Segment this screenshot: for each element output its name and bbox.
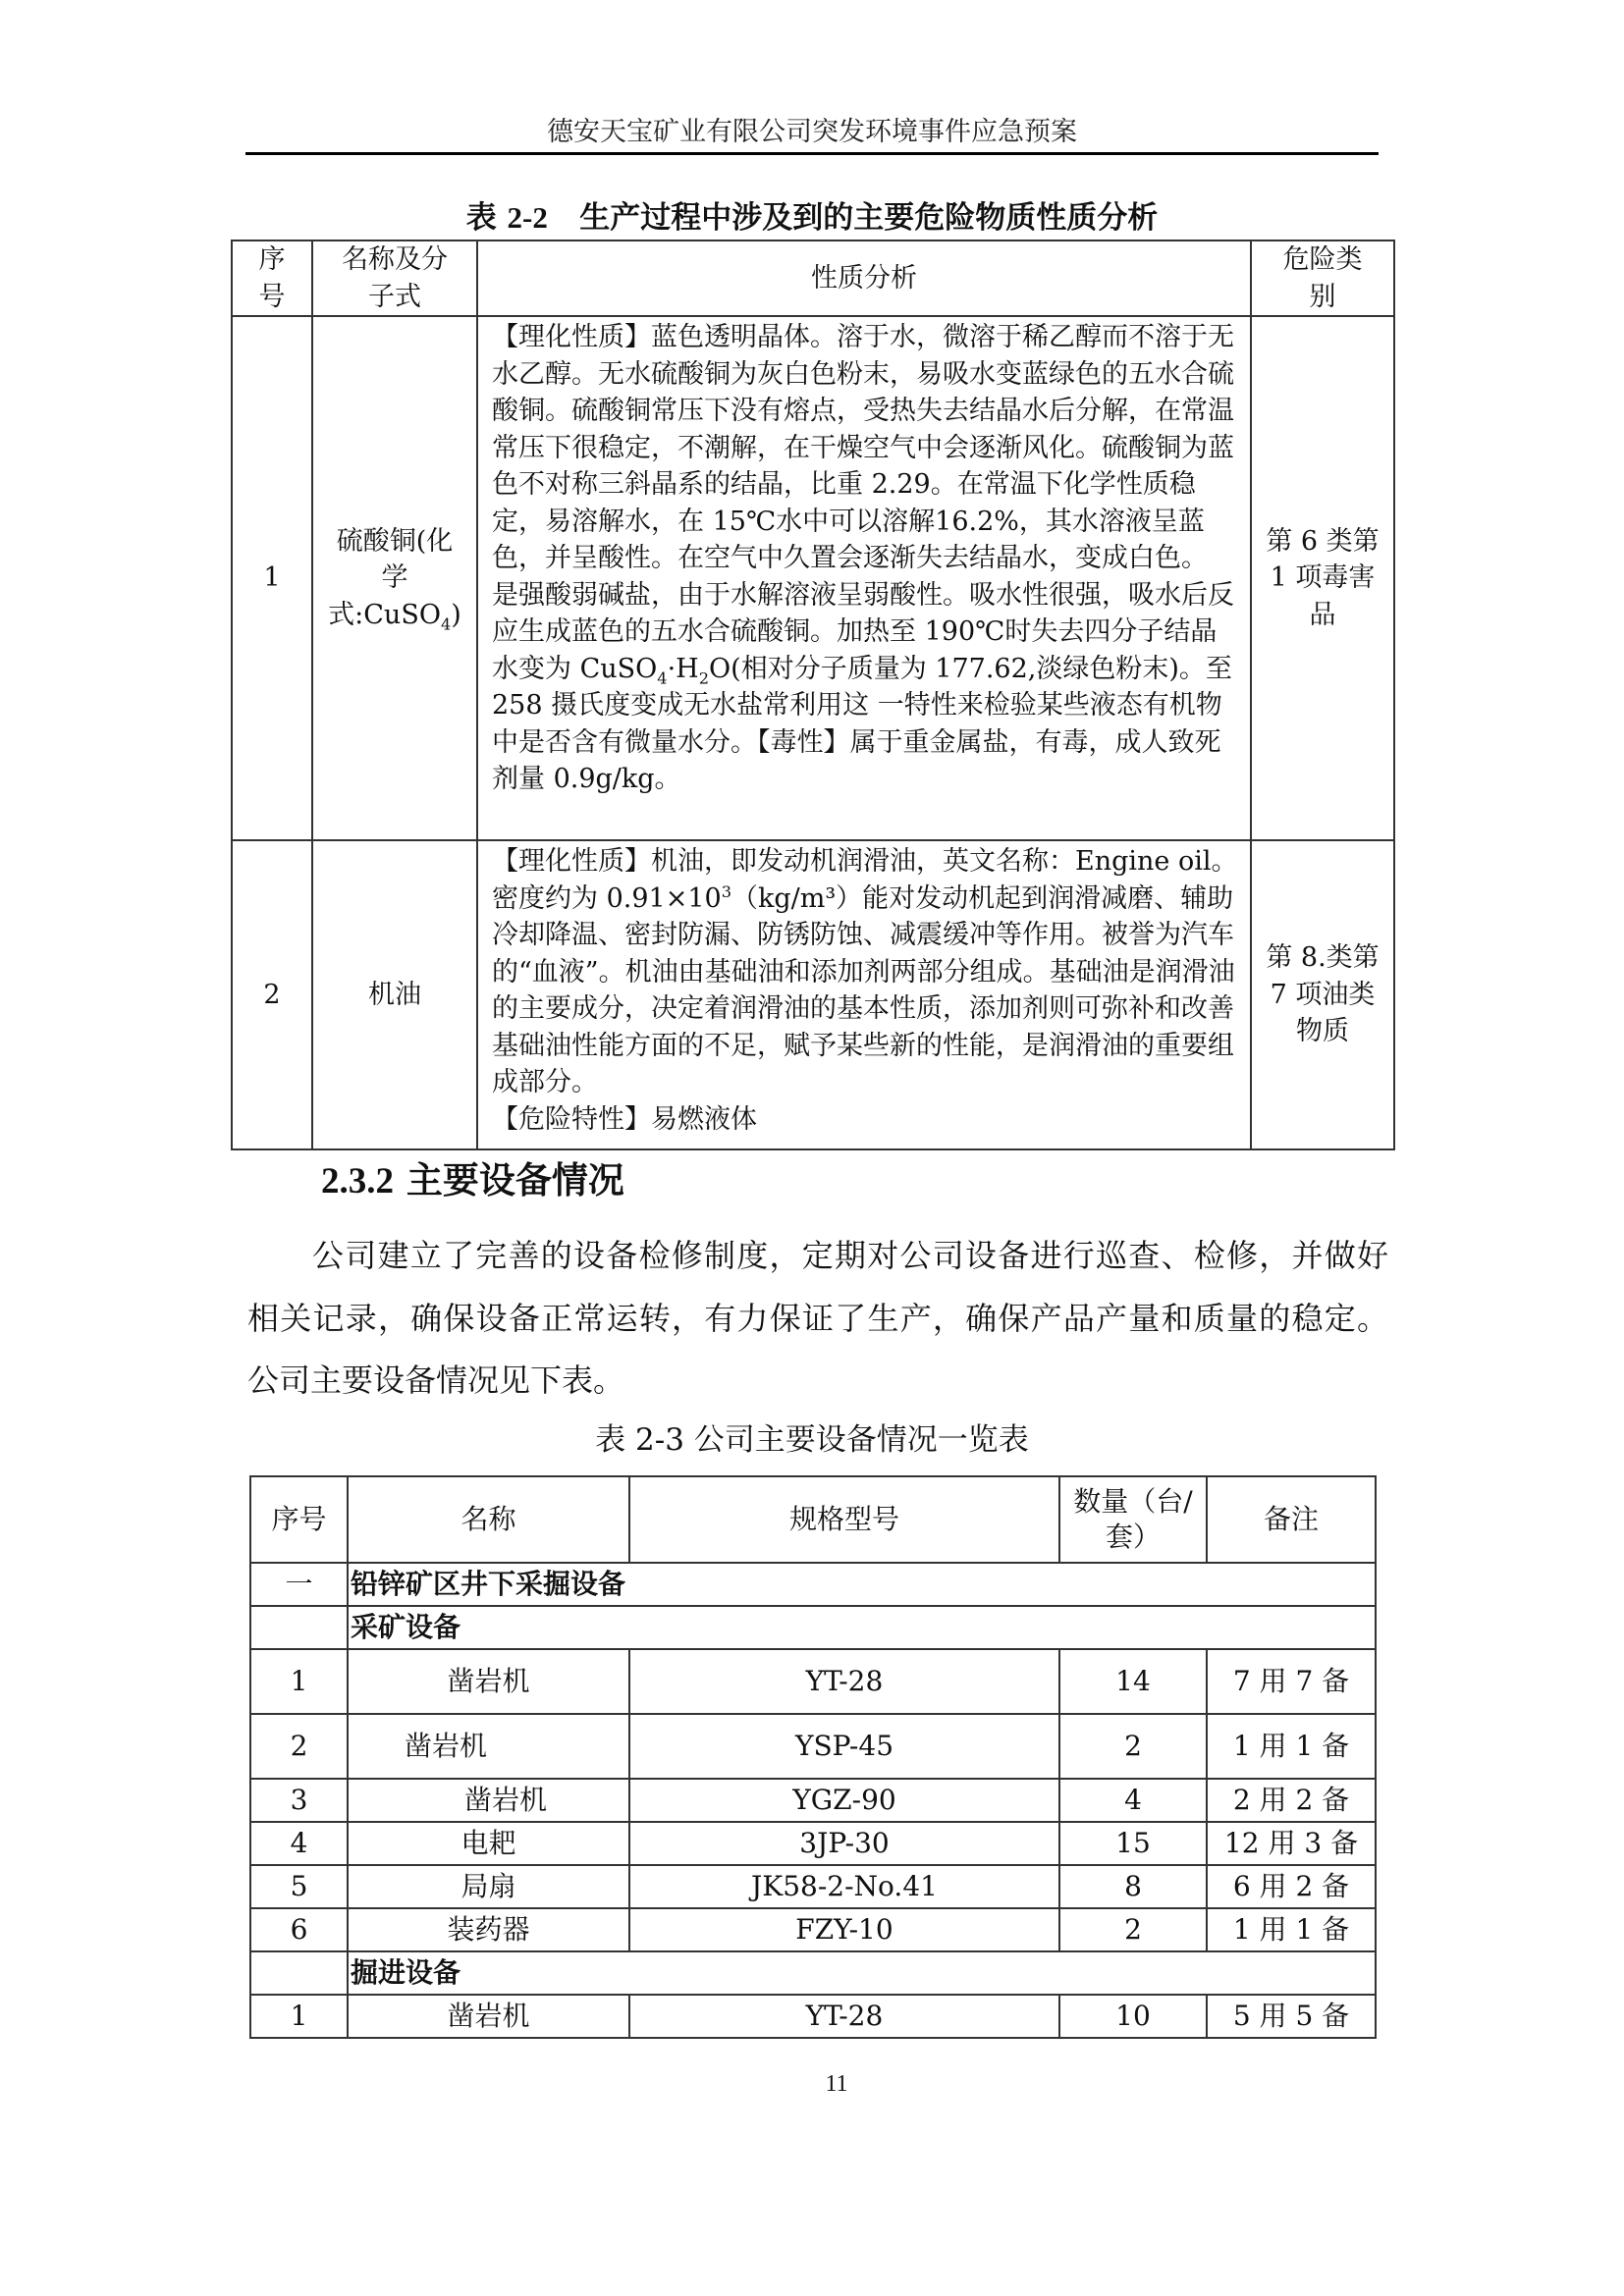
- header-note: 备注: [1207, 1476, 1376, 1563]
- row-name: 凿岩机: [348, 1714, 629, 1779]
- row-index: 2: [250, 1714, 348, 1779]
- row-name: [312, 316, 477, 840]
- row-category-line2: 7 项油类: [1270, 979, 1376, 1010]
- header-category-line1: 危险类: [1282, 244, 1363, 275]
- paragraph-line: 公司建立了完善的设备检修制度，定期对公司设备进行巡查、检修，并做好: [312, 1237, 1388, 1274]
- row-note: 12 用 3 备: [1207, 1822, 1376, 1865]
- table-header-row: [232, 240, 1394, 316]
- header-rule: [245, 152, 1379, 155]
- analysis-text: 【理化性质】机油，即发动机润滑油，英文名称：Engine oil。密度约为 0.91×10: [492, 846, 1238, 914]
- row-name: 凿岩机: [348, 1779, 629, 1822]
- row-name: 电耙: [348, 1822, 629, 1865]
- analysis-text: 是强酸弱碱盐，由于水解溶液呈弱酸性。吸水性很强，吸水后反应生成蓝色的五水合硫酸铜。加热至 190℃时失去四分子结晶水变为 CuSO: [492, 579, 1234, 684]
- row-category-line2: 1 项毒害: [1270, 562, 1376, 594]
- row-category-line1: 第 6 类第: [1266, 525, 1380, 557]
- row-note: 1 用 1 备: [1207, 1908, 1376, 1951]
- analysis-subscript: 4: [657, 667, 668, 687]
- row-index: 1: [232, 316, 312, 840]
- header-category-line2: 别: [1309, 281, 1336, 312]
- formula-close: ): [451, 599, 461, 630]
- row-name-line2: 学: [381, 562, 408, 594]
- header-quantity-line1: 数量（台/: [1073, 1485, 1193, 1518]
- row-category-line3: 品: [1309, 599, 1336, 630]
- section-title: 主要设备情况: [406, 1158, 624, 1201]
- row-analysis: [477, 840, 1251, 1149]
- subgroup-row: [250, 1606, 1376, 1649]
- analysis-paragraph: [492, 577, 1240, 798]
- row-note: 2 用 2 备: [1207, 1779, 1376, 1822]
- row-name-line1: 硫酸铜(化: [336, 525, 454, 557]
- table-row: [232, 840, 1394, 1149]
- row-name: 局扇: [348, 1865, 629, 1908]
- group-index: 一: [250, 1563, 348, 1606]
- row-category-line3: 物质: [1296, 1016, 1349, 1047]
- table-row: [250, 1822, 1376, 1865]
- row-quantity: 10: [1059, 1995, 1207, 2038]
- header-name-line1: 名称及分: [342, 244, 448, 275]
- row-category: [1251, 316, 1394, 840]
- row-model: YT-28: [629, 1649, 1059, 1714]
- row-model: YGZ-90: [629, 1779, 1059, 1822]
- subgroup-label: 掘进设备: [348, 1951, 1376, 1995]
- paragraph-line: 相关记录，确保设备正常运转，有力保证了生产，确保产品产量和质量的稳定。: [247, 1299, 1388, 1337]
- row-category: [1251, 840, 1394, 1149]
- row-note: 1 用 1 备: [1207, 1714, 1376, 1779]
- header-analysis: 性质分析: [477, 240, 1251, 316]
- row-index: 1: [250, 1995, 348, 2038]
- row-index: 2: [232, 840, 312, 1149]
- row-name: 凿岩机: [348, 1649, 629, 1714]
- header-model: 规格型号: [629, 1476, 1059, 1563]
- table-row: [250, 1779, 1376, 1822]
- row-index: 5: [250, 1865, 348, 1908]
- analysis-text: O(相对分子质量为 177.62,淡绿色粉末)。至 258 摄氏度变成无水盐常利用这 一特性来检验某些液态有机物中是否含有微量水分。【毒性】属于重金属盐，有毒，成人致死剂量 0.9g/kg。: [492, 653, 1232, 794]
- page-header: 德安天宝矿业有限公司突发环境事件应急预案: [547, 117, 1077, 147]
- analysis-paragraph: [492, 843, 1240, 1101]
- analysis-subscript: 2: [698, 667, 710, 687]
- analysis-paragraph: 【理化性质】蓝色透明晶体。溶于水，微溶于稀乙醇而不溶于无水乙醇。无水硫酸铜为灰白色粉末，易吸水变蓝绿色的五水合硫酸铜。硫酸铜常压下没有熔点，受热失去结晶水后分解，在常温常压下很稳定，不潮解，在干燥空气中会逐渐风化。硫酸铜为蓝色不对称三斜晶系的结晶，比重 2.29。在常温下化学性质稳定，易溶解水，在 15℃水中可以溶解16.2%，其水溶液呈蓝色，并呈酸性。在空气中久置会逐渐失去结晶水，变成白色。: [492, 322, 1234, 573]
- row-index: 6: [250, 1908, 348, 1951]
- row-name: 装药器: [348, 1908, 629, 1951]
- row-quantity: 4: [1059, 1779, 1207, 1822]
- row-quantity: 15: [1059, 1822, 1207, 1865]
- analysis-text: （kg/m³）能对发动机起到润滑减磨、辅助冷却降温、密封防漏、防锈防蚀、减震缓冲等作用。被誉为汽车的“血液”。机油由基础油和添加剂两部分组成。基础油是润滑油的主要成分，决定着润滑油的基本性质，添加剂则可弥补和改善基础油性能方面的不足，赋予某些新的性能，是润滑油的重要组成部分。: [492, 882, 1235, 1097]
- row-analysis: [477, 316, 1251, 840]
- section-heading: [321, 1156, 624, 1205]
- row-index: 4: [250, 1822, 348, 1865]
- table-title-number: 2-2: [507, 200, 548, 235]
- table-row: [250, 1714, 1376, 1779]
- equipment-table: [249, 1475, 1377, 2039]
- row-category-line1: 第 8.类第: [1266, 942, 1380, 974]
- table-2-3-title: 表 2-3 公司主要设备情况一览表: [595, 1422, 1029, 1458]
- subgroup-label: 采矿设备: [348, 1606, 1376, 1649]
- row-quantity: 2: [1059, 1908, 1207, 1951]
- subgroup-index: [250, 1606, 348, 1649]
- header-name-line2: 子式: [368, 281, 421, 312]
- table-row: [250, 1908, 1376, 1951]
- header-quantity-line2: 套）: [1105, 1521, 1161, 1553]
- table-title-text: 生产过程中涉及到的主要危险物质性质分析: [579, 200, 1159, 236]
- row-model: FZY-10: [629, 1908, 1059, 1951]
- row-quantity: 2: [1059, 1714, 1207, 1779]
- row-index: 1: [250, 1649, 348, 1714]
- formula-text: 式:CuSO: [328, 599, 441, 630]
- header-quantity: [1059, 1476, 1207, 1563]
- table-header-row: [250, 1476, 1376, 1563]
- analysis-text: ·H: [667, 653, 699, 684]
- group-row: [250, 1563, 1376, 1606]
- row-name-line3: [313, 597, 476, 634]
- table-row: [250, 1865, 1376, 1908]
- row-note: 6 用 2 备: [1207, 1865, 1376, 1908]
- header-index: 序号: [250, 1476, 348, 1563]
- header-name: 名称: [348, 1476, 629, 1563]
- section-number: 2.3.2: [321, 1161, 394, 1201]
- table-row: [232, 316, 1394, 840]
- header-index-label: 序号: [258, 244, 286, 312]
- table-row: [250, 1995, 1376, 2038]
- row-index: 3: [250, 1779, 348, 1822]
- formula-subscript: 4: [440, 614, 452, 634]
- row-quantity: 14: [1059, 1649, 1207, 1714]
- subgroup-index: [250, 1951, 348, 1995]
- row-model: YT-28: [629, 1995, 1059, 2038]
- analysis-paragraph: 【危险特性】易燃液体: [492, 1103, 757, 1135]
- header-category: [1251, 240, 1394, 316]
- header-name: [312, 240, 477, 316]
- row-note: 5 用 5 备: [1207, 1995, 1376, 2038]
- subgroup-row: [250, 1951, 1376, 1995]
- hazardous-substances-table: [231, 240, 1395, 1150]
- table-title-prefix: 表: [465, 200, 497, 236]
- row-note: 7 用 7 备: [1207, 1649, 1376, 1714]
- table-2-2-title: [231, 196, 1393, 240]
- row-model: YSP-45: [629, 1714, 1059, 1779]
- analysis-superscript: 3: [721, 881, 731, 901]
- paragraph-line: 公司主要设备情况见下表。: [247, 1362, 625, 1399]
- group-label: 铅锌矿区井下采掘设备: [348, 1563, 1376, 1606]
- row-model: 3JP-30: [629, 1822, 1059, 1865]
- row-name: 凿岩机: [348, 1995, 629, 2038]
- section-paragraph: [247, 1225, 1388, 1413]
- row-name: 机油: [312, 840, 477, 1149]
- page-number: 11: [825, 2071, 848, 2097]
- header-index: [232, 240, 312, 316]
- table-row: [250, 1649, 1376, 1714]
- row-model: JK58-2-No.41: [629, 1865, 1059, 1908]
- row-quantity: 8: [1059, 1865, 1207, 1908]
